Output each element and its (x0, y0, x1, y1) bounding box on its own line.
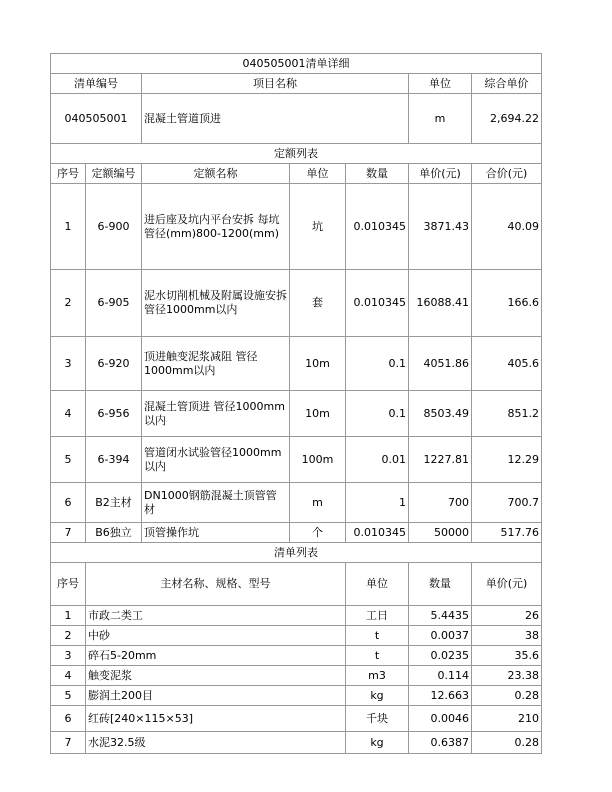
item-unit: m (409, 94, 472, 144)
quota-row-total: 851.2 (472, 391, 542, 437)
material-row-price: 35.6 (472, 646, 542, 666)
quota-row-code: 6-900 (86, 184, 142, 270)
material-row-name: 膨润土200目 (86, 686, 346, 706)
quota-row-name: 进后座及坑内平台安拆 每坑 管径(mm)800-1200(mm) (142, 184, 290, 270)
quota-row-qty: 0.010345 (346, 270, 409, 337)
quota-row-price: 4051.86 (409, 337, 472, 391)
material-row-unit: kg (346, 686, 409, 706)
quota-row-name: 混凝土管顶进 管径1000mm以内 (142, 391, 290, 437)
material-row-no: 4 (51, 666, 86, 686)
quota-row-unit: 坑 (290, 184, 346, 270)
table-row (51, 391, 542, 437)
quota-row-no: 4 (51, 391, 86, 437)
quota-row-price: 3871.43 (409, 184, 472, 270)
table-row (51, 523, 542, 543)
material-row-name: 触变泥浆 (86, 666, 346, 686)
quota-row-code: B2主材 (86, 483, 142, 523)
material-row-no: 1 (51, 606, 86, 626)
col-header-unit: 单位 (409, 74, 472, 94)
table-row (51, 270, 542, 337)
quota-row-price: 16088.41 (409, 270, 472, 337)
quota-row-code: 6-394 (86, 437, 142, 483)
detail-table (50, 53, 542, 754)
material-row-price: 23.38 (472, 666, 542, 686)
quota-row-unit: m (290, 483, 346, 523)
table-row (51, 706, 542, 732)
material-row-price: 38 (472, 626, 542, 646)
quota-row-price: 8503.49 (409, 391, 472, 437)
quota-row-code: 6-905 (86, 270, 142, 337)
material-row-no: 6 (51, 706, 86, 732)
materials-section-title: 清单列表 (51, 543, 542, 563)
quota-row-name: 顶进触变泥浆减阻 管径1000mm以内 (142, 337, 290, 391)
quota-row-no: 2 (51, 270, 86, 337)
material-row-no: 7 (51, 732, 86, 754)
quota-row-name: 顶管操作坑 (142, 523, 290, 543)
quota-row-name: 泥水切削机械及附属设施安拆 管径1000mm以内 (142, 270, 290, 337)
material-row-name: 中砂 (86, 626, 346, 646)
quota-row-no: 1 (51, 184, 86, 270)
table-row (51, 686, 542, 706)
quota-row-qty: 0.010345 (346, 523, 409, 543)
materials-col-no: 序号 (51, 563, 86, 606)
material-row-unit: kg (346, 732, 409, 754)
quota-row-unit: 个 (290, 523, 346, 543)
table-row (51, 666, 542, 686)
col-header-code: 清单编号 (51, 74, 142, 94)
material-row-qty: 0.0046 (409, 706, 472, 732)
quota-row-unit: 10m (290, 391, 346, 437)
material-row-unit: 工日 (346, 606, 409, 626)
table-row (51, 626, 542, 646)
material-row-price: 210 (472, 706, 542, 732)
quota-row-qty: 0.010345 (346, 184, 409, 270)
quota-row-qty: 0.01 (346, 437, 409, 483)
quota-row-name: 管道闭水试验管径1000mm以内 (142, 437, 290, 483)
quota-col-code: 定额编号 (86, 164, 142, 184)
quota-row-total: 517.76 (472, 523, 542, 543)
quota-section-title: 定额列表 (51, 144, 542, 164)
quota-row-price: 50000 (409, 523, 472, 543)
quota-row-total: 40.09 (472, 184, 542, 270)
quota-row-qty: 1 (346, 483, 409, 523)
material-row-name: 红砖[240×115×53] (86, 706, 346, 732)
material-row-qty: 5.4435 (409, 606, 472, 626)
item-code: 040505001 (51, 94, 142, 144)
table-title: 040505001清单详细 (51, 54, 542, 74)
quota-row-price: 700 (409, 483, 472, 523)
material-row-qty: 12.663 (409, 686, 472, 706)
material-row-unit: 千块 (346, 706, 409, 732)
quota-col-no: 序号 (51, 164, 86, 184)
material-row-name: 市政二类工 (86, 606, 346, 626)
quota-row-total: 405.6 (472, 337, 542, 391)
quota-row-no: 6 (51, 483, 86, 523)
table-row (51, 337, 542, 391)
quota-row-qty: 0.1 (346, 337, 409, 391)
quota-row-total: 700.7 (472, 483, 542, 523)
quota-row-code: 6-956 (86, 391, 142, 437)
material-row-unit: t (346, 646, 409, 666)
material-row-name: 水泥32.5级 (86, 732, 346, 754)
table-row (51, 483, 542, 523)
quota-col-name: 定额名称 (142, 164, 290, 184)
materials-col-price: 单价(元) (472, 563, 542, 606)
quota-row-unit: 套 (290, 270, 346, 337)
material-row-qty: 0.0235 (409, 646, 472, 666)
material-row-no: 2 (51, 626, 86, 646)
col-header-name: 项目名称 (142, 74, 409, 94)
quota-row-total: 12.29 (472, 437, 542, 483)
material-row-price: 0.28 (472, 686, 542, 706)
material-row-price: 0.28 (472, 732, 542, 754)
material-row-price: 26 (472, 606, 542, 626)
table-row (51, 184, 542, 270)
quota-row-price: 1227.81 (409, 437, 472, 483)
material-row-qty: 0.6387 (409, 732, 472, 754)
quota-row-total: 166.6 (472, 270, 542, 337)
item-price: 2,694.22 (472, 94, 542, 144)
material-row-no: 5 (51, 686, 86, 706)
materials-col-qty: 数量 (409, 563, 472, 606)
quota-row-no: 5 (51, 437, 86, 483)
quota-row-code: 6-920 (86, 337, 142, 391)
quota-row-unit: 10m (290, 337, 346, 391)
materials-col-unit: 单位 (346, 563, 409, 606)
quota-row-name: DN1000钢筋混凝土顶管管材 (142, 483, 290, 523)
quota-col-qty: 数量 (346, 164, 409, 184)
quota-row-code: B6独立 (86, 523, 142, 543)
material-row-qty: 0.114 (409, 666, 472, 686)
quota-col-price: 单价(元) (409, 164, 472, 184)
table-row (51, 646, 542, 666)
material-row-no: 3 (51, 646, 86, 666)
material-row-qty: 0.0037 (409, 626, 472, 646)
material-row-name: 碎石5-20mm (86, 646, 346, 666)
quota-row-no: 3 (51, 337, 86, 391)
table-row (51, 606, 542, 626)
materials-col-name: 主材名称、规格、型号 (86, 563, 346, 606)
quota-row-no: 7 (51, 523, 86, 543)
item-name: 混凝土管道顶进 (142, 94, 409, 144)
quota-col-unit: 单位 (290, 164, 346, 184)
quota-col-total: 合价(元) (472, 164, 542, 184)
table-row (51, 437, 542, 483)
quota-row-qty: 0.1 (346, 391, 409, 437)
material-row-unit: m3 (346, 666, 409, 686)
table-row (51, 732, 542, 754)
col-header-price: 综合单价 (472, 74, 542, 94)
quota-row-unit: 100m (290, 437, 346, 483)
material-row-unit: t (346, 626, 409, 646)
